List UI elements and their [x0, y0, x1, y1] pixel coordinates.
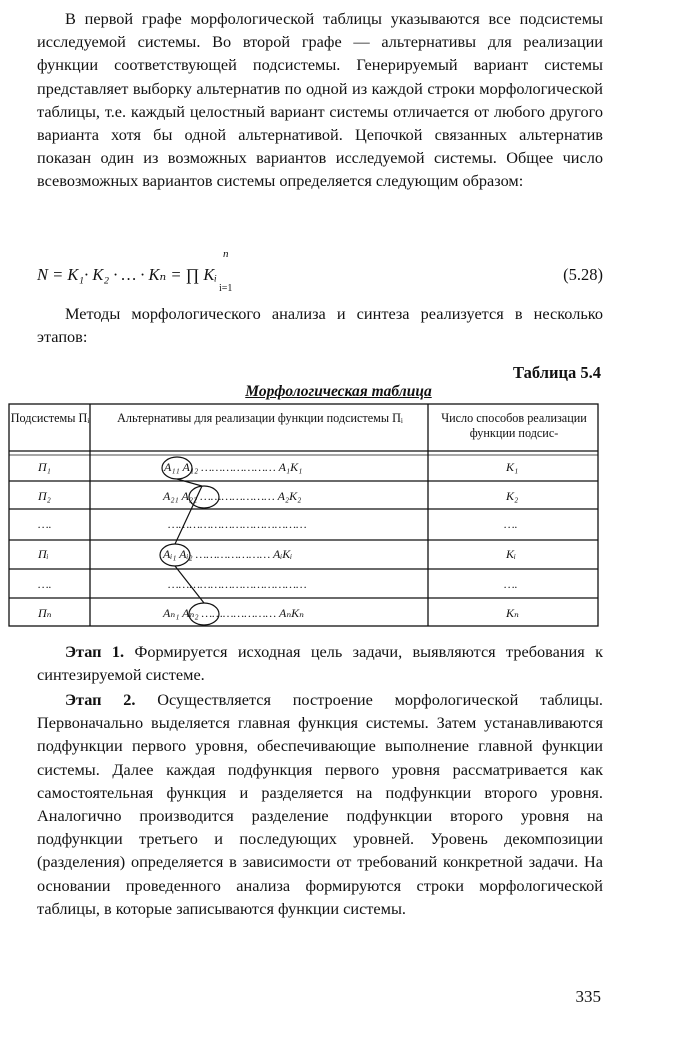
row-1-count: K₁: [506, 460, 519, 474]
row-5-subsystem: ….: [38, 577, 52, 591]
row-3-subsystem: ….: [38, 517, 52, 531]
row-1-subsystem: П₁: [38, 460, 51, 474]
formula-number: (5.28): [563, 265, 603, 284]
header-subsystems: Подсистемы Пᵢ: [10, 411, 90, 425]
row-i-alternatives: Aᵢ₁ Aᵢ₂ ………………… AᵢKᵢ: [163, 547, 293, 561]
row-n-subsystem: Пₙ: [38, 606, 52, 620]
row-i-count: Kᵢ: [506, 547, 516, 561]
row-5-count: ….: [504, 577, 518, 591]
header-count: Число способов реализации функции подсис-: [441, 411, 587, 440]
row-i-subsystem: Пᵢ: [38, 547, 49, 561]
table-title: Морфологическая таблица: [245, 383, 432, 400]
row-n-count: Kₙ: [506, 606, 519, 620]
row-2-count: K₂: [506, 489, 519, 503]
stage-2-text: Осуществляется построение морфологической таблицы. Первоначально выделяется главная функция системы. Затем устанавливаются подфункции первого уровня, обеспечивающие выполнение главной функции системы. Далее каждая подфункция первого уровня рассматривается как самостоятельная функция и разделяется на подфункции второго уровня. Аналогично производится разделение подфункции второго уровня на подфункции третьего и последующих уровней. Уровень декомпозиции (разделения) определяется в зависимости от требований конкретной задачи. На основании проведенного анализа формируются строки морфологической таблицы, в которые записываются функции системы.: [37, 690, 603, 918]
row-2-subsystem: П₂: [38, 489, 51, 503]
row-2-alternatives: A₂₁ A₂₂ ………………… A₂K₂: [163, 489, 302, 503]
formula-5-28: [37, 248, 603, 300]
header-alternatives: Альтернативы для реализации функции подсистемы Пᵢ: [117, 411, 403, 425]
morphological-table: [8, 403, 599, 628]
stages-intro-paragraph: Методы морфологического анализа и синтеза реализуется в несколько этапов:: [37, 304, 603, 347]
formula-expression: N = K₁· K₂ · … · Kₙ = ∏ Kᵢ: [37, 265, 217, 284]
row-n-alternatives: Aₙ₁ Aₙ₂ ………………… AₙKₙ: [163, 606, 305, 620]
row-5-alternatives: …………………………………: [168, 577, 307, 591]
intro-paragraph: В первой графе морфологической таблицы указываются все подсистемы исследуемой системы. Во второй графе — альтернативы для реализации функции соответствующей подсистемы. Генерируемый вариант системы представляет выборку альтернатив по одной из каждой строки морфологической таблицы, т.е. каждый целостный вариант системы отличается от любого другого варианта хотя бы одной альтернативой. Цепочкой связанных альтернатив показан один из возможных вариантов исследуемой системы. Общее число всевозможных вариантов системы определяется следующим образом:: [37, 9, 603, 191]
stage-1-text: Формируется исходная цель задачи, выявляются требования к синтезируемой системе.: [37, 642, 603, 685]
stage-1-label: Этап 1.: [65, 642, 125, 661]
row-3-count: ….: [504, 517, 518, 531]
page-number: 335: [575, 987, 601, 1006]
table-label: Таблица 5.4: [513, 363, 601, 382]
stage-1-paragraph: [37, 640, 603, 686]
formula-lower-limit: i=1: [219, 283, 233, 294]
row-1-alternatives: A₁₁ A₁₂ ………………… A₁K₁: [164, 460, 303, 474]
stage-2-label: Этап 2.: [65, 690, 136, 709]
stage-2-paragraph: [37, 688, 603, 920]
formula-upper-limit: n: [223, 248, 229, 260]
row-3-alternatives: …………………………………: [168, 517, 307, 531]
